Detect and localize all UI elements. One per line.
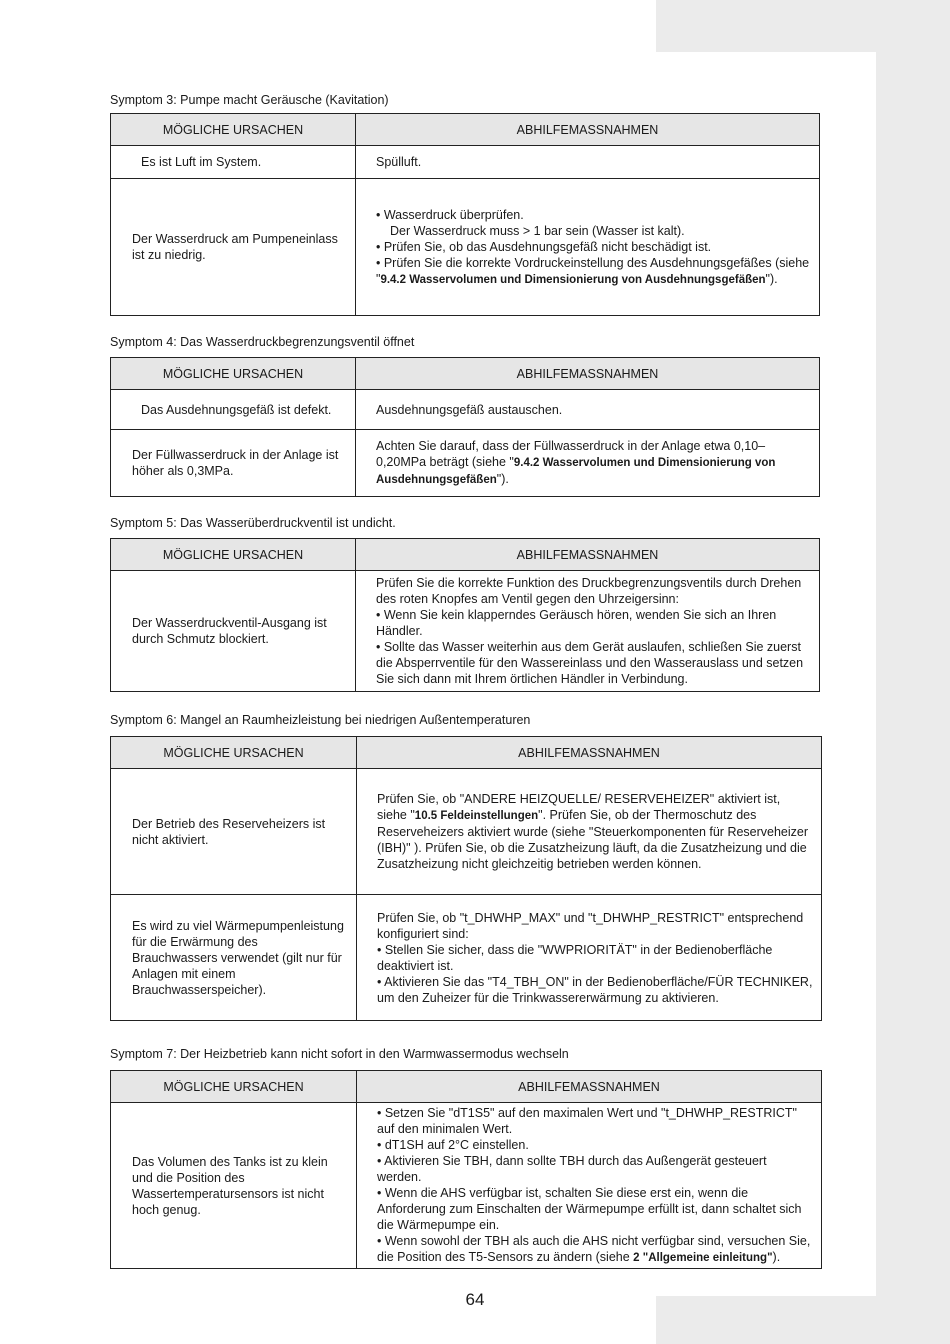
cause-cell: Das Ausdehnungsgefäß ist defekt.	[111, 390, 356, 430]
table-row	[111, 146, 820, 179]
remedy-cell	[356, 430, 820, 497]
cause-cell: Das Volumen des Tanks ist zu klein und die Position des Wassertemperatursensors ist nicht hoch genug.	[111, 1103, 357, 1269]
cause-cell: Der Wasserdruckventil-Ausgang ist durch Schmutz blockiert.	[111, 571, 356, 692]
reference-link: 10.5 Feldeinstellungen	[414, 810, 539, 822]
remedy-text: ").	[496, 472, 509, 486]
symptom-5-title: Symptom 5: Das Wasserüberdruckventil ist undicht.	[110, 516, 396, 530]
symptom-4-title: Symptom 4: Das Wasserdruckbegrenzungsventil öffnet	[110, 335, 415, 349]
table-row	[111, 1103, 822, 1269]
symptom-6-table	[110, 736, 822, 1021]
symptom-3-title: Symptom 3: Pumpe macht Geräusche (Kavitation)	[110, 93, 389, 107]
cause-cell: Es wird zu viel Wärmepumpenleistung für die Erwärmung des Brauchwassers verwendet (gilt nur für Anlagen mit einem Brauchwasserspeicher).	[111, 895, 357, 1021]
header-causes: MÖGLICHE URSACHEN	[111, 358, 356, 390]
remedy-cell	[356, 179, 820, 316]
remedy-line: • dT1SH auf 2°C einstellen.	[377, 1138, 529, 1152]
remedy-line: • Setzen Sie "dT1S5" auf den maximalen Wert und "t_DHWHP_RESTRICT" auf den minimalen Wert.	[377, 1106, 797, 1136]
reference-link: 9.4.2 Wasservolumen und Dimensionierung von Ausdehnungsgefäßen	[380, 273, 766, 286]
header-remedies: ABHILFEMASSNAHMEN	[356, 114, 820, 146]
remedy-cell: Ausdehnungsgefäß austauschen.	[356, 390, 820, 430]
remedy-line: • Aktivieren Sie das "T4_TBH_ON" in der Bedienoberfläche/FÜR TECHNIKER, um den Zuheizer für die Trinkwassererwärmung zu aktivieren.	[377, 974, 813, 1005]
table-row	[111, 390, 820, 430]
cause-cell: Der Füllwasserdruck in der Anlage ist höher als 0,3MPa.	[111, 430, 356, 497]
remedy-line: • Wenn die AHS verfügbar ist, schalten Sie diese erst ein, wenn die Anforderung zum Einschalten der Wärmepumpe erfüllt ist, dann schaltet sich die Wärmepumpe ein.	[377, 1186, 802, 1232]
page-number: 64	[465, 1290, 485, 1309]
remedy-line: • Wenn Sie kein klapperndes Geräusch hören, wenden Sie sich an Ihren Händler.	[376, 608, 777, 638]
symptom-7-title: Symptom 7: Der Heizbetrieb kann nicht sofort in den Warmwassermodus wechseln	[110, 1047, 569, 1061]
header-remedies: ABHILFEMASSNAHMEN	[357, 1071, 822, 1103]
symptom-5-table	[110, 538, 820, 692]
symptom-7-table	[110, 1070, 822, 1269]
remedy-line: • Stellen Sie sicher, dass die "WWPRIORITÄT" in der Bedienoberfläche deaktiviert ist.	[377, 942, 773, 973]
table-row	[111, 895, 822, 1021]
cause-cell: Es ist Luft im System.	[111, 146, 356, 179]
remedy-text: • Prüfen Sie die korrekte Vordruckeinstellung des Ausdehnungsgefäßes (siehe "	[376, 255, 810, 286]
remedy-text: • Wenn sowohl der TBH als auch die AHS nicht verfügbar sind, versuchen Sie, die Position des T5-Sensors zu ändern (siehe	[377, 1234, 811, 1264]
remedy-cell: Spülluft.	[356, 146, 820, 179]
remedy-text: ).	[772, 1250, 781, 1264]
remedy-line	[377, 1233, 813, 1266]
header-causes: MÖGLICHE URSACHEN	[111, 737, 357, 769]
page-margin-right	[876, 0, 950, 1344]
header-remedies: ABHILFEMASSNAHMEN	[356, 358, 820, 390]
remedy-line: Der Wasserdruck muss > 1 bar sein (Wasser ist kalt).	[390, 223, 685, 238]
remedy-cell	[357, 769, 822, 895]
remedy-cell	[357, 895, 822, 1021]
table-row	[111, 769, 822, 895]
table-row	[111, 179, 820, 316]
header-causes: MÖGLICHE URSACHEN	[111, 1071, 357, 1103]
remedy-line: • Aktivieren Sie TBH, dann sollte TBH durch das Außengerät gesteuert werden.	[377, 1154, 767, 1184]
header-remedies: ABHILFEMASSNAHMEN	[356, 539, 820, 571]
remedy-line: • Prüfen Sie, ob das Ausdehnungsgefäß nicht beschädigt ist.	[376, 239, 712, 254]
table-row	[111, 571, 820, 692]
remedy-line: • Wasserdruck überprüfen.	[376, 207, 524, 222]
symptom-3-table	[110, 113, 820, 316]
remedy-cell	[357, 1103, 822, 1269]
cause-cell: Der Wasserdruck am Pumpeneinlass ist zu niedrig.	[111, 179, 356, 316]
remedy-line: • Sollte das Wasser weiterhin aus dem Gerät auslaufen, schließen Sie zuerst die Absperrventile für den Wassereinlass und den Wasserauslass und setzen Sie sich dann mit Ihrem örtlichen Händler in Verbindung.	[376, 640, 804, 686]
remedy-text: ". Prüfen Sie, ob der Thermoschutz des Reserveheizers aktiviert wurde (siehe "Steuerkomponenten für Reserveheizer (IBH)" ). Prüfen Sie, ob die Zusatzheizung läuft, da die Zusatzheizung und die Zusatzheizung nicht gleichzeitig betrieben werden können.	[377, 808, 809, 871]
remedy-cell	[356, 571, 820, 692]
cause-cell: Der Betrieb des Reserveheizers ist nicht aktiviert.	[111, 769, 357, 895]
header-causes: MÖGLICHE URSACHEN	[111, 539, 356, 571]
header-remedies: ABHILFEMASSNAHMEN	[357, 737, 822, 769]
remedy-text: ").	[765, 271, 778, 286]
remedy-text: Achten Sie darauf, dass der Füllwasserdruck in der Anlage etwa 0,10–0,20MPa beträgt (siehe "	[376, 439, 766, 469]
symptom-6-title: Symptom 6: Mangel an Raumheizleistung bei niedrigen Außentemperaturen	[110, 713, 531, 727]
remedy-line	[376, 255, 811, 288]
reference-link: 2 "Allgemeine einleitung"	[633, 1252, 773, 1264]
header-causes: MÖGLICHE URSACHEN	[111, 114, 356, 146]
remedy-text: Prüfen Sie, ob "ANDERE HEIZQUELLE/ RESERVEHEIZER" aktiviert ist, siehe "	[377, 792, 781, 822]
reference-link: 9.4.2 Wasservolumen und Dimensionierung von Ausdehnungsgefäßen	[376, 457, 776, 486]
remedy-line: Prüfen Sie, ob "t_DHWHP_MAX" und "t_DHWHP_RESTRICT" entsprechend konfiguriert sind:	[377, 910, 804, 941]
remedy-line: Prüfen Sie die korrekte Funktion des Druckbegrenzungsventils durch Drehen des roten Knopfes am Ventil gegen den Uhrzeigersinn:	[376, 576, 802, 606]
table-row	[111, 430, 820, 497]
symptom-4-table	[110, 357, 820, 497]
